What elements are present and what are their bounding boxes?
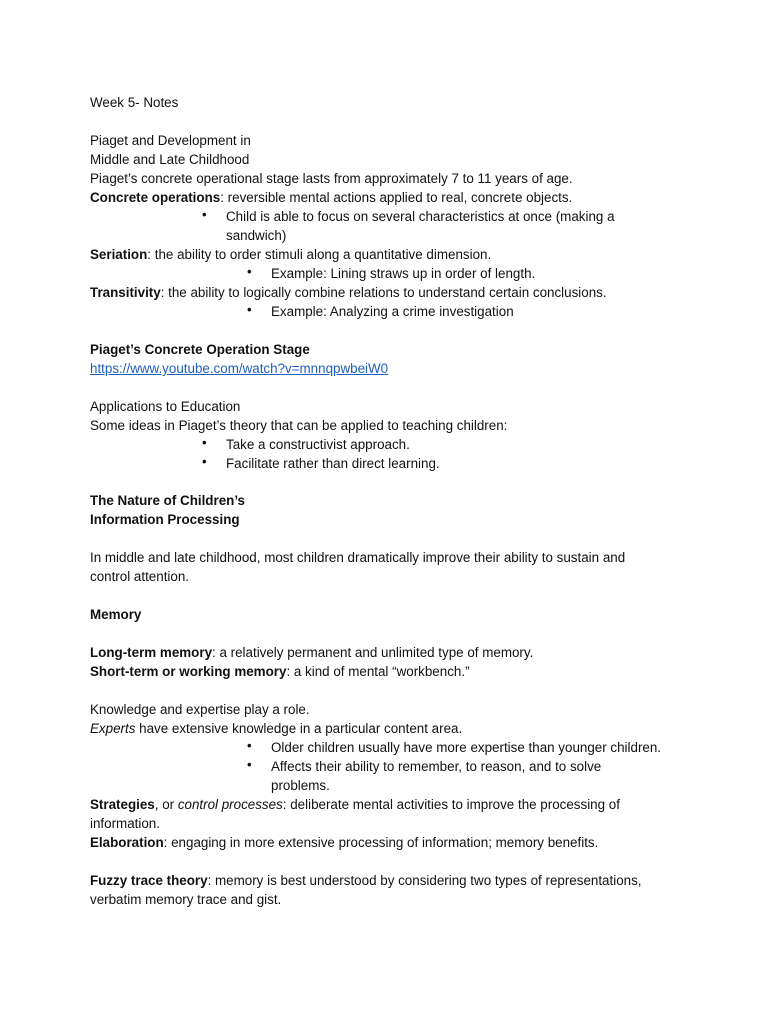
strategies-term: Strategies — [90, 797, 155, 812]
youtube-link[interactable]: https://www.youtube.com/watch?v=mnnqpwbeiW0 — [90, 361, 389, 376]
short-term-memory-line — [90, 662, 470, 681]
memory-title: Memory — [90, 607, 142, 622]
seriation-def: : the ability to order stimuli along a quantitative dimension. — [147, 247, 492, 262]
experts-term: Experts — [90, 721, 136, 736]
seriation-line — [90, 245, 491, 264]
transitivity-def: : the ability to logically combine relations to understand certain conclusions. — [160, 285, 607, 300]
bullet-icon: • — [247, 738, 252, 753]
elaboration-line — [90, 833, 598, 852]
experts-bullet-2-cont: problems. — [271, 778, 330, 793]
knowledge-text: Knowledge and expertise play a role. — [90, 702, 310, 717]
section-title-piaget-line1: Piaget and Development in — [90, 133, 251, 148]
info-processing-title-line1: The Nature of Children’s — [90, 493, 245, 508]
video-title: Piaget’s Concrete Operation Stage — [90, 342, 310, 357]
elaboration-def: : engaging in more extensive processing of information; memory benefits. — [163, 835, 599, 850]
concrete-operations-def: : reversible mental actions applied to real, concrete objects. — [220, 190, 573, 205]
concrete-stage-text: Piaget’s concrete operational stage lasts from approximately 7 to 11 years of age. — [90, 171, 573, 186]
seriation-bullet: Example: Lining straws up in order of length. — [271, 266, 536, 281]
transitivity-line — [90, 283, 607, 302]
applications-intro: Some ideas in Piaget’s theory that can be applied to teaching children: — [90, 418, 508, 433]
long-term-memory-term: Long-term memory — [90, 645, 213, 660]
concrete-operations-term: Concrete operations — [90, 190, 221, 205]
strategies-def: : deliberate mental activities to improve the processing of — [282, 797, 620, 812]
short-term-memory-term: Short-term or working memory — [90, 664, 287, 679]
fuzzy-trace-def-cont: verbatim memory trace and gist. — [90, 892, 282, 907]
transitivity-bullet: Example: Analyzing a crime investigation — [271, 304, 514, 319]
bullet-icon: • — [202, 454, 207, 469]
transitivity-term: Transitivity — [90, 285, 161, 300]
concrete-operations-line — [90, 188, 572, 207]
short-term-memory-def: : a kind of mental “workbench.” — [286, 664, 470, 679]
attention-text-line2: control attention. — [90, 569, 190, 584]
seriation-term: Seriation — [90, 247, 148, 262]
page-heading: Week 5- Notes — [90, 95, 179, 110]
applications-bullet-1: Take a constructivist approach. — [226, 437, 410, 452]
applications-bullet-2: Facilitate rather than direct learning. — [226, 456, 440, 471]
experts-def: have extensive knowledge in a particular content area. — [135, 721, 463, 736]
elaboration-term: Elaboration — [90, 835, 164, 850]
experts-bullet-1: Older children usually have more expertise than younger children. — [271, 740, 662, 755]
info-processing-title-line2: Information Processing — [90, 512, 240, 527]
long-term-memory-def: : a relatively permanent and unlimited type of memory. — [212, 645, 534, 660]
fuzzy-trace-def: : memory is best understood by considering two types of representations, — [207, 873, 642, 888]
bullet-icon: • — [202, 435, 207, 450]
concrete-operations-bullet-cont: sandwich) — [226, 228, 287, 243]
strategies-def-cont: information. — [90, 816, 160, 831]
long-term-memory-line — [90, 643, 533, 662]
video-link-row — [90, 359, 388, 378]
concrete-operations-bullet: Child is able to focus on several characteristics at once (making a — [226, 209, 615, 224]
applications-title: Applications to Education — [90, 399, 241, 414]
attention-text-line1: In middle and late childhood, most children dramatically improve their ability to sustain and — [90, 550, 626, 565]
strategies-line — [90, 795, 620, 814]
section-title-piaget-line2: Middle and Late Childhood — [90, 152, 250, 167]
bullet-icon: • — [202, 207, 207, 222]
bullet-icon: • — [247, 302, 252, 317]
experts-line — [90, 719, 462, 738]
control-processes-term: control processes — [177, 797, 283, 812]
fuzzy-trace-line — [90, 871, 642, 890]
bullet-icon: • — [247, 757, 252, 772]
fuzzy-trace-term: Fuzzy trace theory — [90, 873, 208, 888]
experts-bullet-2: Affects their ability to remember, to reason, and to solve — [271, 759, 602, 774]
bullet-icon: • — [247, 264, 252, 279]
strategies-sep: , or — [154, 797, 178, 812]
